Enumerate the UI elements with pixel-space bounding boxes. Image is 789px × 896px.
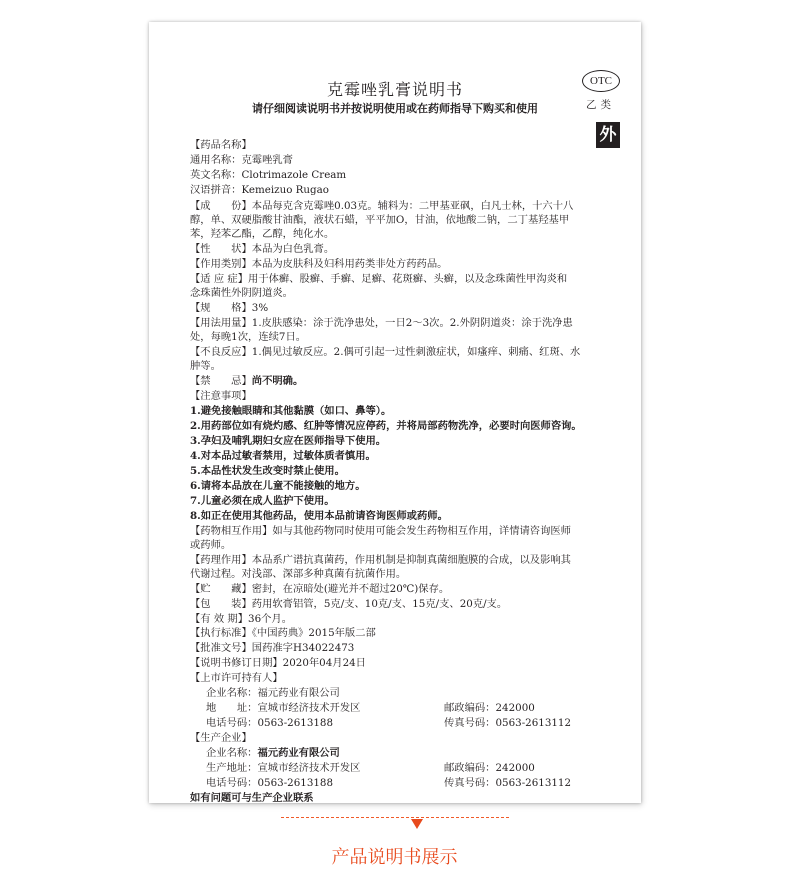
appearance: 【性 状】本品为白色乳膏。 (190, 243, 335, 255)
precaution-item: 3.孕妇及哺乳期妇女应在医师指导下使用。 (190, 435, 387, 447)
leaflet-title: 克霉唑乳膏说明书 (326, 80, 463, 99)
precaution-item: 5.本品性状发生改变时禁止使用。 (190, 465, 345, 477)
manufacturer-postcode: 邮政编码：242000 (444, 762, 535, 774)
section-drug-name: 【药品名称】 (190, 139, 252, 151)
precaution-item: 6.请将本品放在儿童不能接触的地方。 (190, 480, 366, 492)
drug-interactions-cont: 或药师。 (190, 539, 232, 551)
section-manufacturer: 【生产企业】 (190, 732, 252, 744)
manufacturer-phone: 电话号码：0563-2613188 (206, 777, 334, 789)
manufacturer-fax: 传真号码：0563-2613112 (444, 777, 572, 789)
generic-name: 通用名称：克霉唑乳膏 (190, 154, 293, 166)
revision-date: 【说明书修订日期】2020年04月24日 (190, 657, 366, 669)
ingredients-cont: 苯，羟苯乙酯，乙醇，纯化水。 (190, 228, 335, 240)
indications-cont: 念珠菌性外阴阴道炎。 (190, 287, 293, 299)
pharmacology-cont: 代谢过程。对浅部、深部多种真菌有抗菌作用。 (190, 568, 407, 580)
holder-address: 地 址：宣城市经济技术开发区 (206, 702, 361, 714)
precaution-item: 7.儿童必须在成人监护下使用。 (190, 495, 335, 507)
english-name: 英文名称：Clotrimazole Cream (190, 169, 347, 181)
contraindications: 【禁 忌】尚不明确。 (190, 375, 304, 387)
ingredients-cont: 醇，单、双硬脂酸甘油酯，液状石蜡，平平加O，甘油，依地酸二钠，二丁基羟基甲 (190, 214, 570, 226)
section-caption: 产品说明书展示 (331, 847, 458, 868)
precaution-item: 8.如正在使用其他药品，使用本品前请咨询医师或药师。 (190, 510, 448, 522)
holder-phone: 电话号码：0563-2613188 (206, 717, 334, 729)
adverse-reactions: 【不良反应】1.偶见过敏反应。2.偶可引起一过性刺激症状，如瘙痒、刺痛、红斑、水 (190, 346, 581, 358)
otc-class-label: 乙类 (586, 99, 615, 111)
ingredients: 【成 份】本品每克含克霉唑0.03克。辅料为：二甲基亚砜，白凡士林，十六十八 (190, 200, 574, 212)
drug-interactions: 【药物相互作用】如与其他药物同时使用可能会发生药物相互作用，详情请咨询医师 (190, 525, 571, 537)
section-precautions: 【注意事项】 (190, 390, 252, 402)
package: 【包 装】药用软膏铝管，5克/支、10克/支、15克/支、20克/支。 (190, 598, 508, 610)
down-arrow-icon (411, 819, 423, 829)
precaution-item: 1.避免接触眼睛和其他黏膜（如口、鼻等）。 (190, 405, 392, 417)
shelf-life: 【有 效 期】36个月。 (190, 613, 293, 625)
holder-postcode: 邮政编码：242000 (444, 702, 535, 714)
pharmacology: 【药理作用】本品系广谱抗真菌药，作用机制是抑制真菌细胞膜的合成，以及影响其 (190, 554, 571, 566)
dosage: 【用法用量】1.皮肤感染：涂于洗净患处，一日2～3次。2.外阴阴道炎：涂于洗净患 (190, 317, 573, 329)
pinyin-name: 汉语拼音：Kemeizuo Rugao (190, 184, 329, 196)
standard: 【执行标准】《中国药典》2015年版二部 (190, 627, 376, 639)
leaflet-subtitle: 请仔细阅读说明书并按说明使用或在药师指导下购买和使用 (252, 102, 538, 115)
manufacturer-address: 生产地址：宣城市经济技术开发区 (206, 762, 361, 774)
otc-badge: OTC (582, 70, 620, 92)
instruction-leaflet (149, 22, 641, 803)
contact-note: 如有问题可与生产企业联系 (190, 792, 314, 804)
section-license-holder: 【上市许可持有人】 (190, 672, 283, 684)
specification: 【规 格】3% (190, 302, 269, 314)
divider-dashed-line (281, 817, 509, 818)
holder-fax: 传真号码：0563-2613112 (444, 717, 572, 729)
approval-number: 【批准文号】国药准字H34022473 (190, 642, 355, 654)
adverse-reactions-cont: 肿等。 (190, 360, 221, 372)
storage: 【贮 藏】密封，在凉暗处(避光并不超过20℃)保存。 (190, 583, 450, 595)
dosage-cont: 处，每晚1次，连续7日。 (190, 331, 307, 343)
precaution-item: 4.对本品过敏者禁用，过敏体质者慎用。 (190, 450, 376, 462)
external-use-mark: 外 (596, 122, 620, 148)
holder-company-name: 企业名称：福元药业有限公司 (206, 687, 340, 699)
category: 【作用类别】本品为皮肤科及妇科用药类非处方药药品。 (190, 258, 448, 270)
precaution-item: 2.用药部位如有烧灼感、红肿等情况应停药，并将局部药物洗净，必要时向医师咨询。 (190, 420, 582, 432)
indications: 【适 应 症】用于体癣、股癣、手癣、足癣、花斑癣、头癣，以及念珠菌性甲沟炎和 (190, 273, 568, 285)
manufacturer-name: 企业名称：福元药业有限公司 (206, 747, 340, 759)
